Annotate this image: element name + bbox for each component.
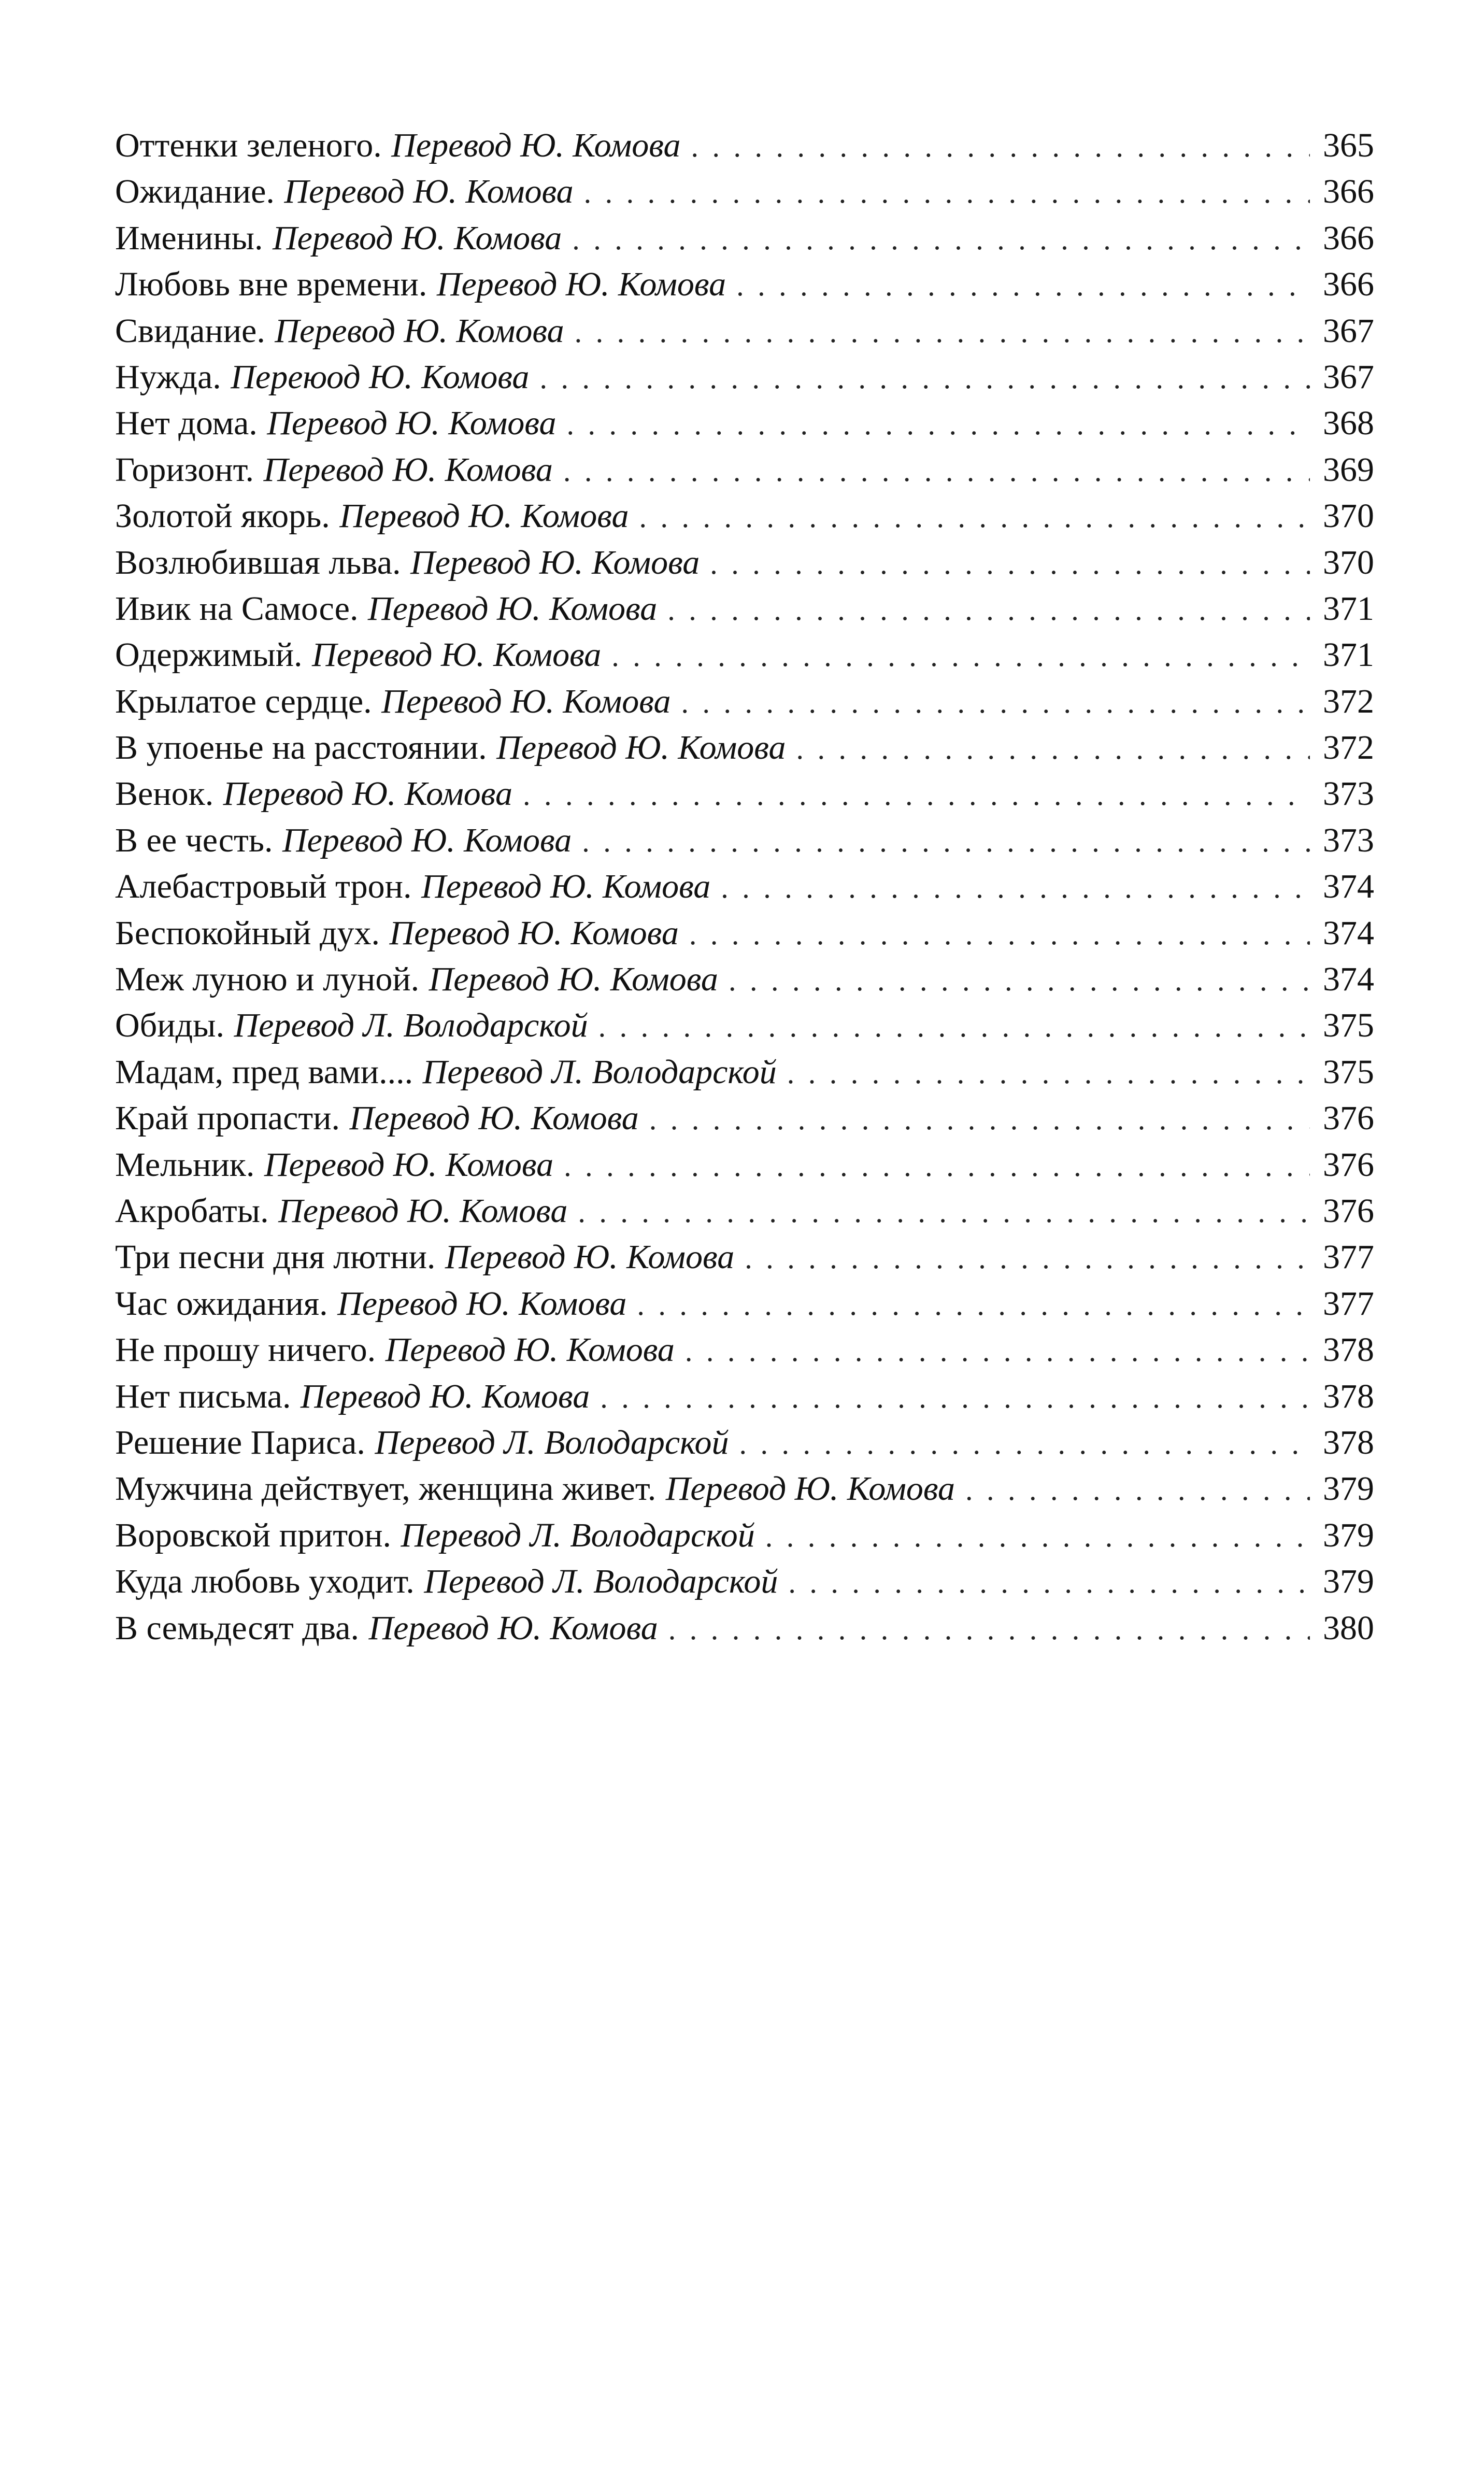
entry-title: Любовь вне времени.	[115, 265, 427, 304]
dot-leader	[539, 355, 1310, 401]
table-of-contents	[115, 122, 1374, 1651]
dot-leader	[765, 1513, 1310, 1559]
entry-page-number: 376	[1323, 1145, 1374, 1184]
dot-leader	[721, 864, 1310, 911]
dot-leader	[598, 1003, 1310, 1049]
entry-page-number: 379	[1323, 1470, 1374, 1508]
entry-page-number: 372	[1323, 729, 1374, 767]
toc-entry	[115, 1281, 1374, 1327]
entry-translator: Перевод Л. Володарской	[401, 1516, 755, 1554]
entry-page-number: 368	[1323, 404, 1374, 443]
dot-leader	[689, 911, 1310, 957]
entry-title: Одержимый.	[115, 636, 303, 674]
entry-translator: Перевод Ю. Комова	[665, 1470, 955, 1508]
entry-title: Край пропасти.	[115, 1099, 340, 1138]
toc-entry	[115, 863, 1374, 910]
entry-translator: Перевод Л. Володарской	[424, 1563, 778, 1601]
dot-leader	[572, 216, 1310, 262]
entry-translator: Перевод Ю. Комова	[429, 960, 718, 999]
entry-page-number: 371	[1323, 636, 1374, 674]
entry-page-number: 377	[1323, 1284, 1374, 1323]
dot-leader	[611, 633, 1310, 679]
entry-title: Нет письма.	[115, 1377, 291, 1415]
entry-title: Обиды.	[115, 1006, 224, 1045]
toc-entry	[115, 1142, 1374, 1188]
toc-entry	[115, 725, 1374, 771]
entry-translator: Перевод Ю. Комова	[445, 1238, 735, 1276]
entry-title: Меж луною и луной.	[115, 960, 420, 999]
dot-leader	[637, 1282, 1310, 1328]
dot-leader	[575, 309, 1310, 355]
entry-title: Крылатое сердце.	[115, 682, 372, 720]
entry-title: Мельник.	[115, 1145, 255, 1184]
entry-translator: Перевод Ю. Комова	[381, 682, 671, 720]
entry-translator: Перевод Ю. Комова	[421, 868, 711, 906]
toc-entry	[115, 215, 1374, 261]
entry-page-number: 366	[1323, 265, 1374, 304]
dot-leader	[736, 262, 1310, 308]
dot-leader	[564, 1143, 1310, 1189]
toc-entry	[115, 1095, 1374, 1141]
entry-translator: Перевод Л. Володарской	[422, 1053, 777, 1091]
dot-leader	[739, 1421, 1310, 1467]
entry-title: Возлюбившая льва.	[115, 543, 401, 581]
entry-title: Именины.	[115, 219, 263, 257]
entry-translator: Перевод Ю. Комова	[391, 126, 681, 164]
entry-page-number: 377	[1323, 1238, 1374, 1276]
entry-translator: Перевод Ю. Комова	[278, 1191, 568, 1230]
entry-page-number: 374	[1323, 868, 1374, 906]
toc-entry	[115, 1234, 1374, 1280]
toc-entry	[115, 1605, 1374, 1651]
entry-translator: Перевод Ю. Комова	[300, 1377, 590, 1415]
dot-leader	[639, 494, 1310, 540]
dot-leader	[600, 1374, 1310, 1421]
entry-page-number: 379	[1323, 1563, 1374, 1601]
toc-entry	[115, 261, 1374, 307]
entry-page-number: 378	[1323, 1423, 1374, 1461]
entry-translator: Перевод Ю. Комова	[389, 914, 679, 952]
entry-page-number: 367	[1323, 311, 1374, 350]
entry-translator: Перевод Ю. Комова	[368, 1609, 658, 1647]
toc-entry	[115, 1373, 1374, 1419]
entry-page-number: 378	[1323, 1331, 1374, 1369]
toc-entry	[115, 354, 1374, 400]
dot-leader	[965, 1467, 1310, 1513]
entry-page-number: 367	[1323, 358, 1374, 396]
entry-title: Не прошу ничего.	[115, 1331, 376, 1369]
toc-entry	[115, 1558, 1374, 1604]
entry-translator: Перевод Ю. Комова	[282, 821, 572, 859]
entry-page-number: 374	[1323, 960, 1374, 999]
entry-title: Алебастровый трон.	[115, 868, 412, 906]
entry-translator: Переюод Ю. Комова	[231, 358, 530, 396]
entry-title: В упоенье на расстоянии.	[115, 729, 487, 767]
entry-page-number: 376	[1323, 1099, 1374, 1138]
entry-page-number: 372	[1323, 682, 1374, 720]
entry-translator: Перевод Ю. Комова	[436, 265, 726, 304]
entry-translator: Перевод Ю. Комова	[264, 1145, 554, 1184]
dot-leader	[745, 1235, 1310, 1281]
entry-translator: Перевод Ю. Комова	[410, 543, 700, 581]
entry-page-number: 373	[1323, 775, 1374, 813]
dot-leader	[582, 818, 1310, 864]
entry-page-number: 366	[1323, 219, 1374, 257]
dot-leader	[691, 123, 1310, 169]
entry-page-number: 379	[1323, 1516, 1374, 1554]
entry-title: Воровской притон.	[115, 1516, 392, 1554]
dot-leader	[584, 169, 1310, 216]
toc-entry	[115, 1049, 1374, 1095]
toc-entry	[115, 678, 1374, 725]
toc-entry	[115, 539, 1374, 586]
entry-translator: Перевод Ю. Комова	[349, 1099, 639, 1138]
entry-page-number: 380	[1323, 1609, 1374, 1647]
entry-title: Нет дома.	[115, 404, 258, 443]
entry-title: Нужда.	[115, 358, 221, 396]
toc-entry	[115, 1327, 1374, 1373]
entry-title: В семьдесят два.	[115, 1609, 359, 1647]
entry-page-number: 374	[1323, 914, 1374, 952]
toc-entry	[115, 632, 1374, 678]
entry-page-number: 371	[1323, 589, 1374, 628]
toc-entry	[115, 817, 1374, 863]
entry-translator: Перевод Ю. Комова	[337, 1284, 627, 1323]
entry-page-number: 375	[1323, 1053, 1374, 1091]
entry-translator: Перевод Ю. Комова	[367, 589, 658, 628]
entry-title: Ивик на Самосе.	[115, 589, 359, 628]
entry-translator: Перевод Ю. Комова	[263, 450, 553, 489]
entry-translator: Перевод Ю. Комова	[273, 219, 562, 257]
entry-translator: Перевод Ю. Комова	[284, 173, 574, 211]
entry-title: Три песни дня лютни.	[115, 1238, 436, 1276]
entry-page-number: 369	[1323, 450, 1374, 489]
dot-leader	[685, 1328, 1310, 1374]
dot-leader	[788, 1559, 1310, 1606]
entry-translator: Перевод Ю. Комова	[339, 497, 629, 535]
entry-page-number: 375	[1323, 1006, 1374, 1045]
toc-entry	[115, 1002, 1374, 1048]
dot-leader	[668, 1606, 1310, 1652]
toc-entry	[115, 1188, 1374, 1234]
dot-leader	[796, 726, 1310, 772]
entry-translator: Перевод Л. Володарской	[234, 1006, 588, 1045]
entry-title: Решение Париса.	[115, 1423, 365, 1461]
dot-leader	[710, 541, 1310, 587]
entry-translator: Перевод Л. Володарской	[375, 1423, 729, 1461]
entry-page-number: 365	[1323, 126, 1374, 164]
dot-leader	[729, 957, 1310, 1003]
toc-entry	[115, 447, 1374, 493]
dot-leader	[578, 1189, 1310, 1235]
entry-title: Венок.	[115, 775, 214, 813]
entry-title: Ожидание.	[115, 173, 275, 211]
toc-entry	[115, 122, 1374, 168]
toc-entry	[115, 1512, 1374, 1558]
toc-entry	[115, 586, 1374, 632]
entry-translator: Перевод Ю. Комова	[267, 404, 556, 443]
dot-leader	[523, 772, 1310, 818]
dot-leader	[649, 1096, 1310, 1142]
entry-translator: Перевод Ю. Комова	[275, 311, 564, 350]
toc-entry	[115, 168, 1374, 215]
toc-entry	[115, 910, 1374, 956]
entry-title: Куда любовь уходит.	[115, 1563, 415, 1601]
entry-page-number: 370	[1323, 543, 1374, 581]
dot-leader	[787, 1050, 1310, 1096]
entry-page-number: 366	[1323, 173, 1374, 211]
entry-title: Мужчина действует, женщина живет.	[115, 1470, 657, 1508]
entry-translator: Перевод Ю. Комова	[223, 775, 512, 813]
entry-title: Оттенки зеленого.	[115, 126, 382, 164]
toc-entry	[115, 1466, 1374, 1512]
entry-title: Акробаты.	[115, 1191, 269, 1230]
entry-translator: Перевод Ю. Комова	[385, 1331, 675, 1369]
toc-entry	[115, 956, 1374, 1002]
entry-title: Свидание.	[115, 311, 265, 350]
dot-leader	[681, 679, 1310, 726]
entry-page-number: 370	[1323, 497, 1374, 535]
entry-title: Горизонт.	[115, 450, 254, 489]
dot-leader	[563, 448, 1310, 494]
toc-entry	[115, 493, 1374, 539]
toc-entry	[115, 308, 1374, 354]
entry-page-number: 376	[1323, 1191, 1374, 1230]
entry-title: Мадам, пред вами....	[115, 1053, 413, 1091]
entry-translator: Перевод Ю. Комова	[312, 636, 602, 674]
entry-title: Золотой якорь.	[115, 497, 330, 535]
toc-entry	[115, 771, 1374, 817]
entry-title: В ее честь.	[115, 821, 273, 859]
dot-leader	[667, 587, 1310, 633]
entry-title: Час ожидания.	[115, 1284, 328, 1323]
toc-entry	[115, 1419, 1374, 1466]
toc-entry	[115, 400, 1374, 446]
entry-translator: Перевод Ю. Комова	[496, 729, 786, 767]
dot-leader	[567, 401, 1310, 447]
entry-title: Беспокойный дух.	[115, 914, 380, 952]
entry-page-number: 378	[1323, 1377, 1374, 1415]
entry-page-number: 373	[1323, 821, 1374, 859]
